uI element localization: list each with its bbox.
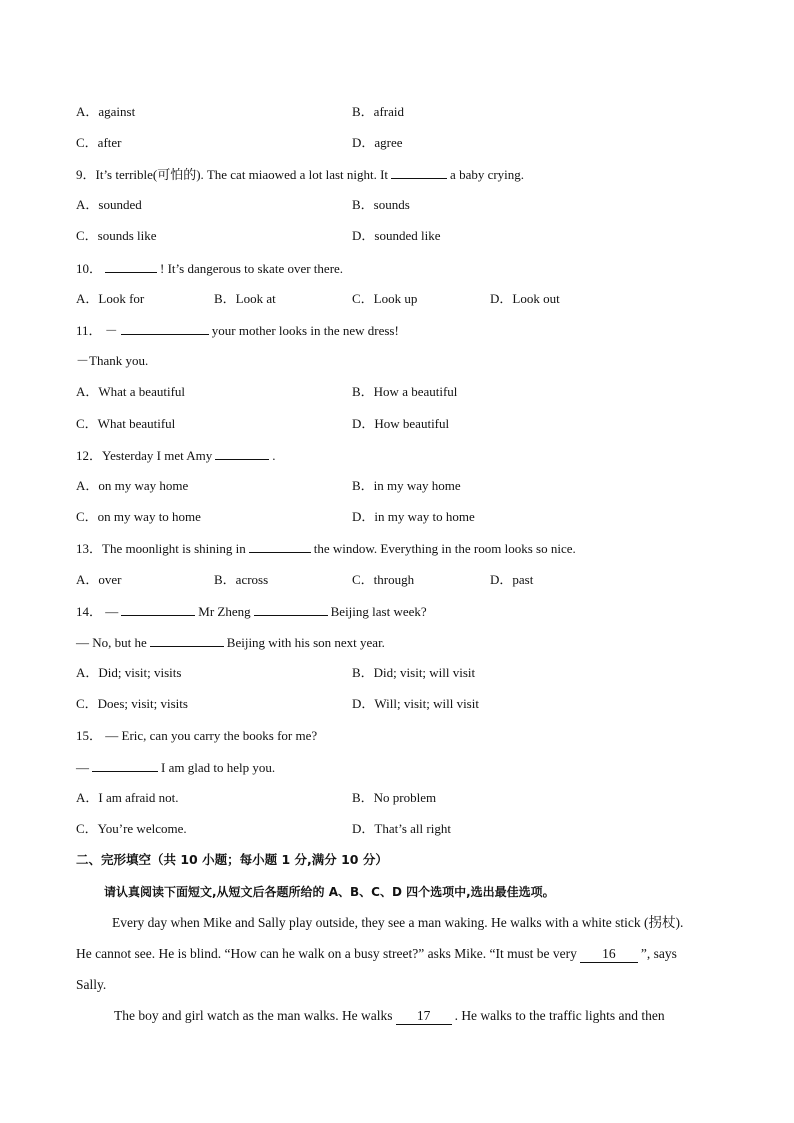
q15-reply (76, 757, 736, 777)
q13-option-b[interactable]: B．across (214, 572, 269, 587)
q12-stem-end: . (272, 448, 276, 463)
q9-option-c[interactable]: C．sounds like (76, 228, 157, 243)
q8-options-row-2 (76, 133, 736, 153)
q14-stem-end: Beijing last week? (330, 604, 427, 619)
q15-options-row-1 (76, 788, 736, 808)
passage-line-2-end: ”, says (640, 946, 677, 961)
q11-number: 11． － (76, 323, 118, 338)
passage-line-4 (114, 1006, 734, 1026)
q14-stem (76, 601, 736, 621)
q11-options-row-1 (76, 382, 736, 402)
q15-reply-end: I am glad to help you. (161, 760, 276, 775)
q10-options (76, 289, 736, 309)
q13-blank (249, 538, 311, 553)
q14-option-a[interactable]: A．Did; visit; visits (76, 665, 182, 680)
q11-option-c[interactable]: C．What beautiful (76, 416, 176, 431)
q13-stem-text: 13．The moonlight is shining in (76, 541, 246, 556)
q14-blank-3 (150, 632, 224, 647)
q8-option-a[interactable]: A．against (76, 104, 136, 119)
q12-options-row-1 (76, 476, 736, 496)
q10-stem-text: ! It’s dangerous to skate over there. (160, 261, 344, 276)
passage-line-2-text: He cannot see. He is blind. “How can he walk on a busy street?” asks Mike. “It must be very (76, 946, 577, 961)
q12-options-row-2 (76, 507, 736, 527)
q15-options-row-2 (76, 819, 736, 839)
q12-stem-text: 12．Yesterday I met Amy (76, 448, 213, 463)
passage-line-2 (76, 944, 736, 964)
q11-stem-text: your mother looks in the new dress! (211, 323, 399, 338)
q11-reply: －Thank you. (76, 353, 149, 368)
q9-option-b[interactable]: B．sounds (352, 197, 410, 212)
q8-option-b[interactable]: B．afraid (352, 104, 404, 119)
q15-option-c[interactable]: C．You’re welcome. (76, 821, 187, 836)
q10-option-a[interactable]: A．Look for (76, 291, 145, 306)
q10-option-d[interactable]: D．Look out (490, 291, 560, 306)
passage-line-4-end: . He walks to the traffic lights and then (454, 1008, 665, 1023)
q9-options-row-2 (76, 226, 736, 246)
q9-option-d[interactable]: D．sounded like (352, 228, 441, 243)
q10-number: 10． (76, 261, 103, 276)
q8-options-row-1 (76, 102, 736, 122)
passage-line-1: Every day when Mike and Sally play outside, they see a man waking. He walks with a white stick (拐杖). (112, 915, 684, 930)
q9-stem-text: 9．It’s terrible(可怕的). The cat miaowed a lot last night. It (76, 167, 389, 182)
q8-option-c[interactable]: C．after (76, 135, 122, 150)
q14-options-row-1 (76, 663, 736, 683)
q15-reply-dash: — (76, 760, 89, 775)
q14-stem-mid: Mr Zheng (198, 604, 251, 619)
q15-option-d[interactable]: D．That’s all right (352, 821, 451, 836)
q9-blank (391, 164, 447, 179)
q13-option-d[interactable]: D．past (490, 572, 534, 587)
q15-blank (92, 757, 158, 772)
q11-stem (76, 320, 736, 340)
q14-reply-end: Beijing with his son next year. (226, 635, 385, 650)
q11-options-row-2 (76, 414, 736, 434)
q12-option-b[interactable]: B．in my way home (352, 478, 461, 493)
q14-reply (76, 632, 736, 652)
blank-17[interactable]: 17 (396, 1008, 452, 1025)
q9-stem (76, 164, 736, 184)
q15-option-b[interactable]: B．No problem (352, 790, 437, 805)
q8-option-d[interactable]: D．agree (352, 135, 403, 150)
passage-line-3: Sally. (76, 977, 107, 992)
q10-option-c[interactable]: C．Look up (352, 291, 418, 306)
q14-blank-2 (254, 601, 328, 616)
q14-blank-1 (121, 601, 195, 616)
passage-line-4-text: The boy and girl watch as the man walks. He walks (114, 1008, 393, 1023)
q10-blank (105, 258, 157, 273)
q10-option-b[interactable]: B．Look at (214, 291, 276, 306)
q11-option-a[interactable]: A．What a beautiful (76, 384, 186, 399)
q9-option-a[interactable]: A．sounded (76, 197, 142, 212)
q9-options-row-1 (76, 195, 736, 215)
q14-option-b[interactable]: B．Did; visit; will visit (352, 665, 476, 680)
q14-number: 14． — (76, 604, 119, 619)
q11-option-b[interactable]: B．How a beautiful (352, 384, 458, 399)
q13-stem (76, 538, 736, 558)
q12-stem (76, 445, 736, 465)
q12-option-a[interactable]: A．on my way home (76, 478, 189, 493)
q11-option-d[interactable]: D．How beautiful (352, 416, 450, 431)
q13-options (76, 570, 736, 590)
q15-option-a[interactable]: A．I am afraid not. (76, 790, 179, 805)
q15-stem: 15． — Eric, can you carry the books for me? (76, 728, 318, 743)
q12-option-d[interactable]: D．in my way to home (352, 509, 475, 524)
section-heading: 二、完形填空（共 10 小题；每小题 1 分,满分 10 分） (76, 852, 388, 867)
q14-option-c[interactable]: C．Does; visit; visits (76, 696, 188, 711)
section-instruction: 请认真阅读下面短文,从短文后各题所给的 A、B、C、D 四个选项中,选出最佳选项。 (104, 885, 555, 899)
q14-options-row-2 (76, 694, 736, 714)
q13-option-c[interactable]: C．through (352, 572, 415, 587)
q13-stem-end: the window. Everything in the room looks so nice. (313, 541, 576, 556)
blank-16[interactable]: 16 (580, 946, 638, 963)
q13-option-a[interactable]: A．over (76, 572, 122, 587)
q14-reply-text: — No, but he (76, 635, 147, 650)
q10-stem (76, 258, 736, 278)
q9-stem-end: a baby crying. (450, 167, 525, 182)
q12-option-c[interactable]: C．on my way to home (76, 509, 201, 524)
q12-blank (215, 445, 269, 460)
q14-option-d[interactable]: D．Will; visit; will visit (352, 696, 479, 711)
q11-blank (121, 320, 209, 335)
